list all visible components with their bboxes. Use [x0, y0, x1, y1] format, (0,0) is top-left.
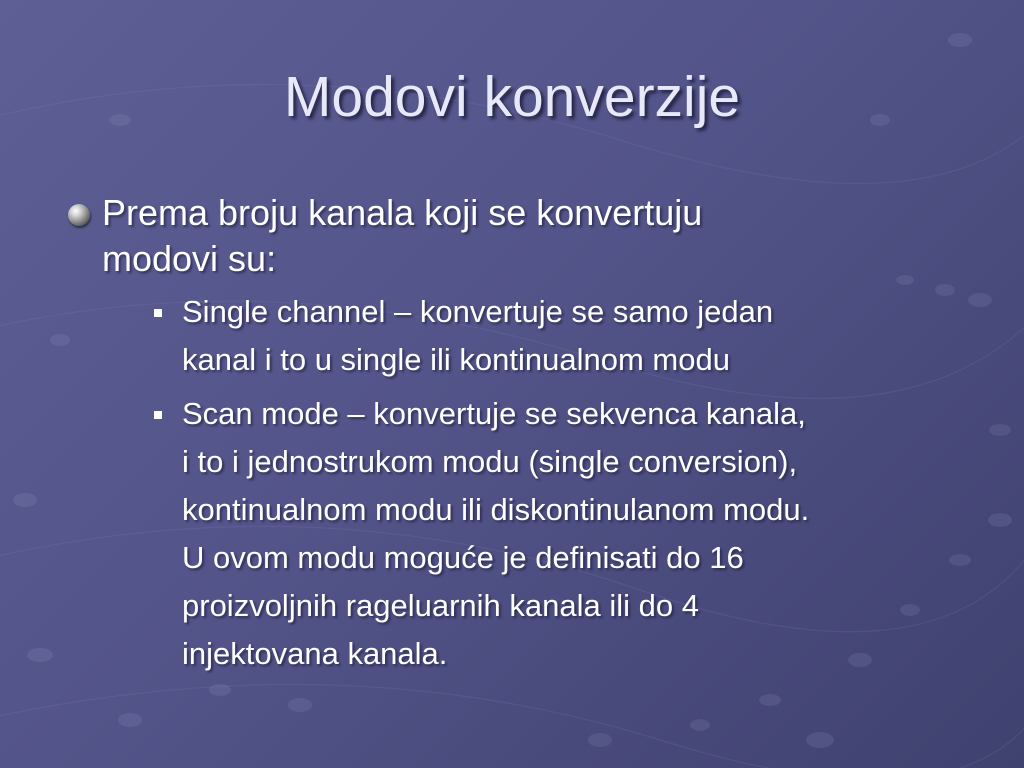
sub-bullet-text-line: U ovom modu moguće je definisati do 16	[182, 540, 744, 575]
square-bullet-icon	[154, 411, 162, 419]
sub-bullet-list	[102, 288, 966, 678]
sub-bullet-text-line: Single channel – konvertuje se samo jedan	[182, 294, 774, 329]
bullet-text-line: Prema broju kanala koji se konvertuju	[102, 192, 703, 233]
bullet-list	[66, 190, 966, 684]
slide-title: Modovi konverzije	[283, 65, 741, 129]
bullet-text-line: modovi su:	[102, 238, 277, 279]
sub-bullet-text-line: i to i jednostrukom modu (single conversion),	[182, 444, 798, 479]
sub-bullet-text-line: injektovana kanala.	[182, 636, 448, 671]
sphere-bullet-icon	[68, 204, 90, 226]
sub-bullet-text-line: kontinualnom modu ili diskontinulanom modu.	[182, 492, 810, 527]
sub-bullet-item-scan-mode	[146, 390, 966, 678]
sub-bullet-text-line: kanal i to u single ili kontinualnom modu	[182, 342, 730, 377]
bullet-item	[66, 190, 966, 678]
sub-bullet-item-single-channel	[146, 288, 966, 384]
square-bullet-icon	[154, 309, 162, 317]
sub-bullet-text-line: proizvoljnih rageluarnih kanala ili do 4	[182, 588, 699, 623]
sub-bullet-text-line: Scan mode – konvertuje se sekvenca kanala,	[182, 396, 806, 431]
